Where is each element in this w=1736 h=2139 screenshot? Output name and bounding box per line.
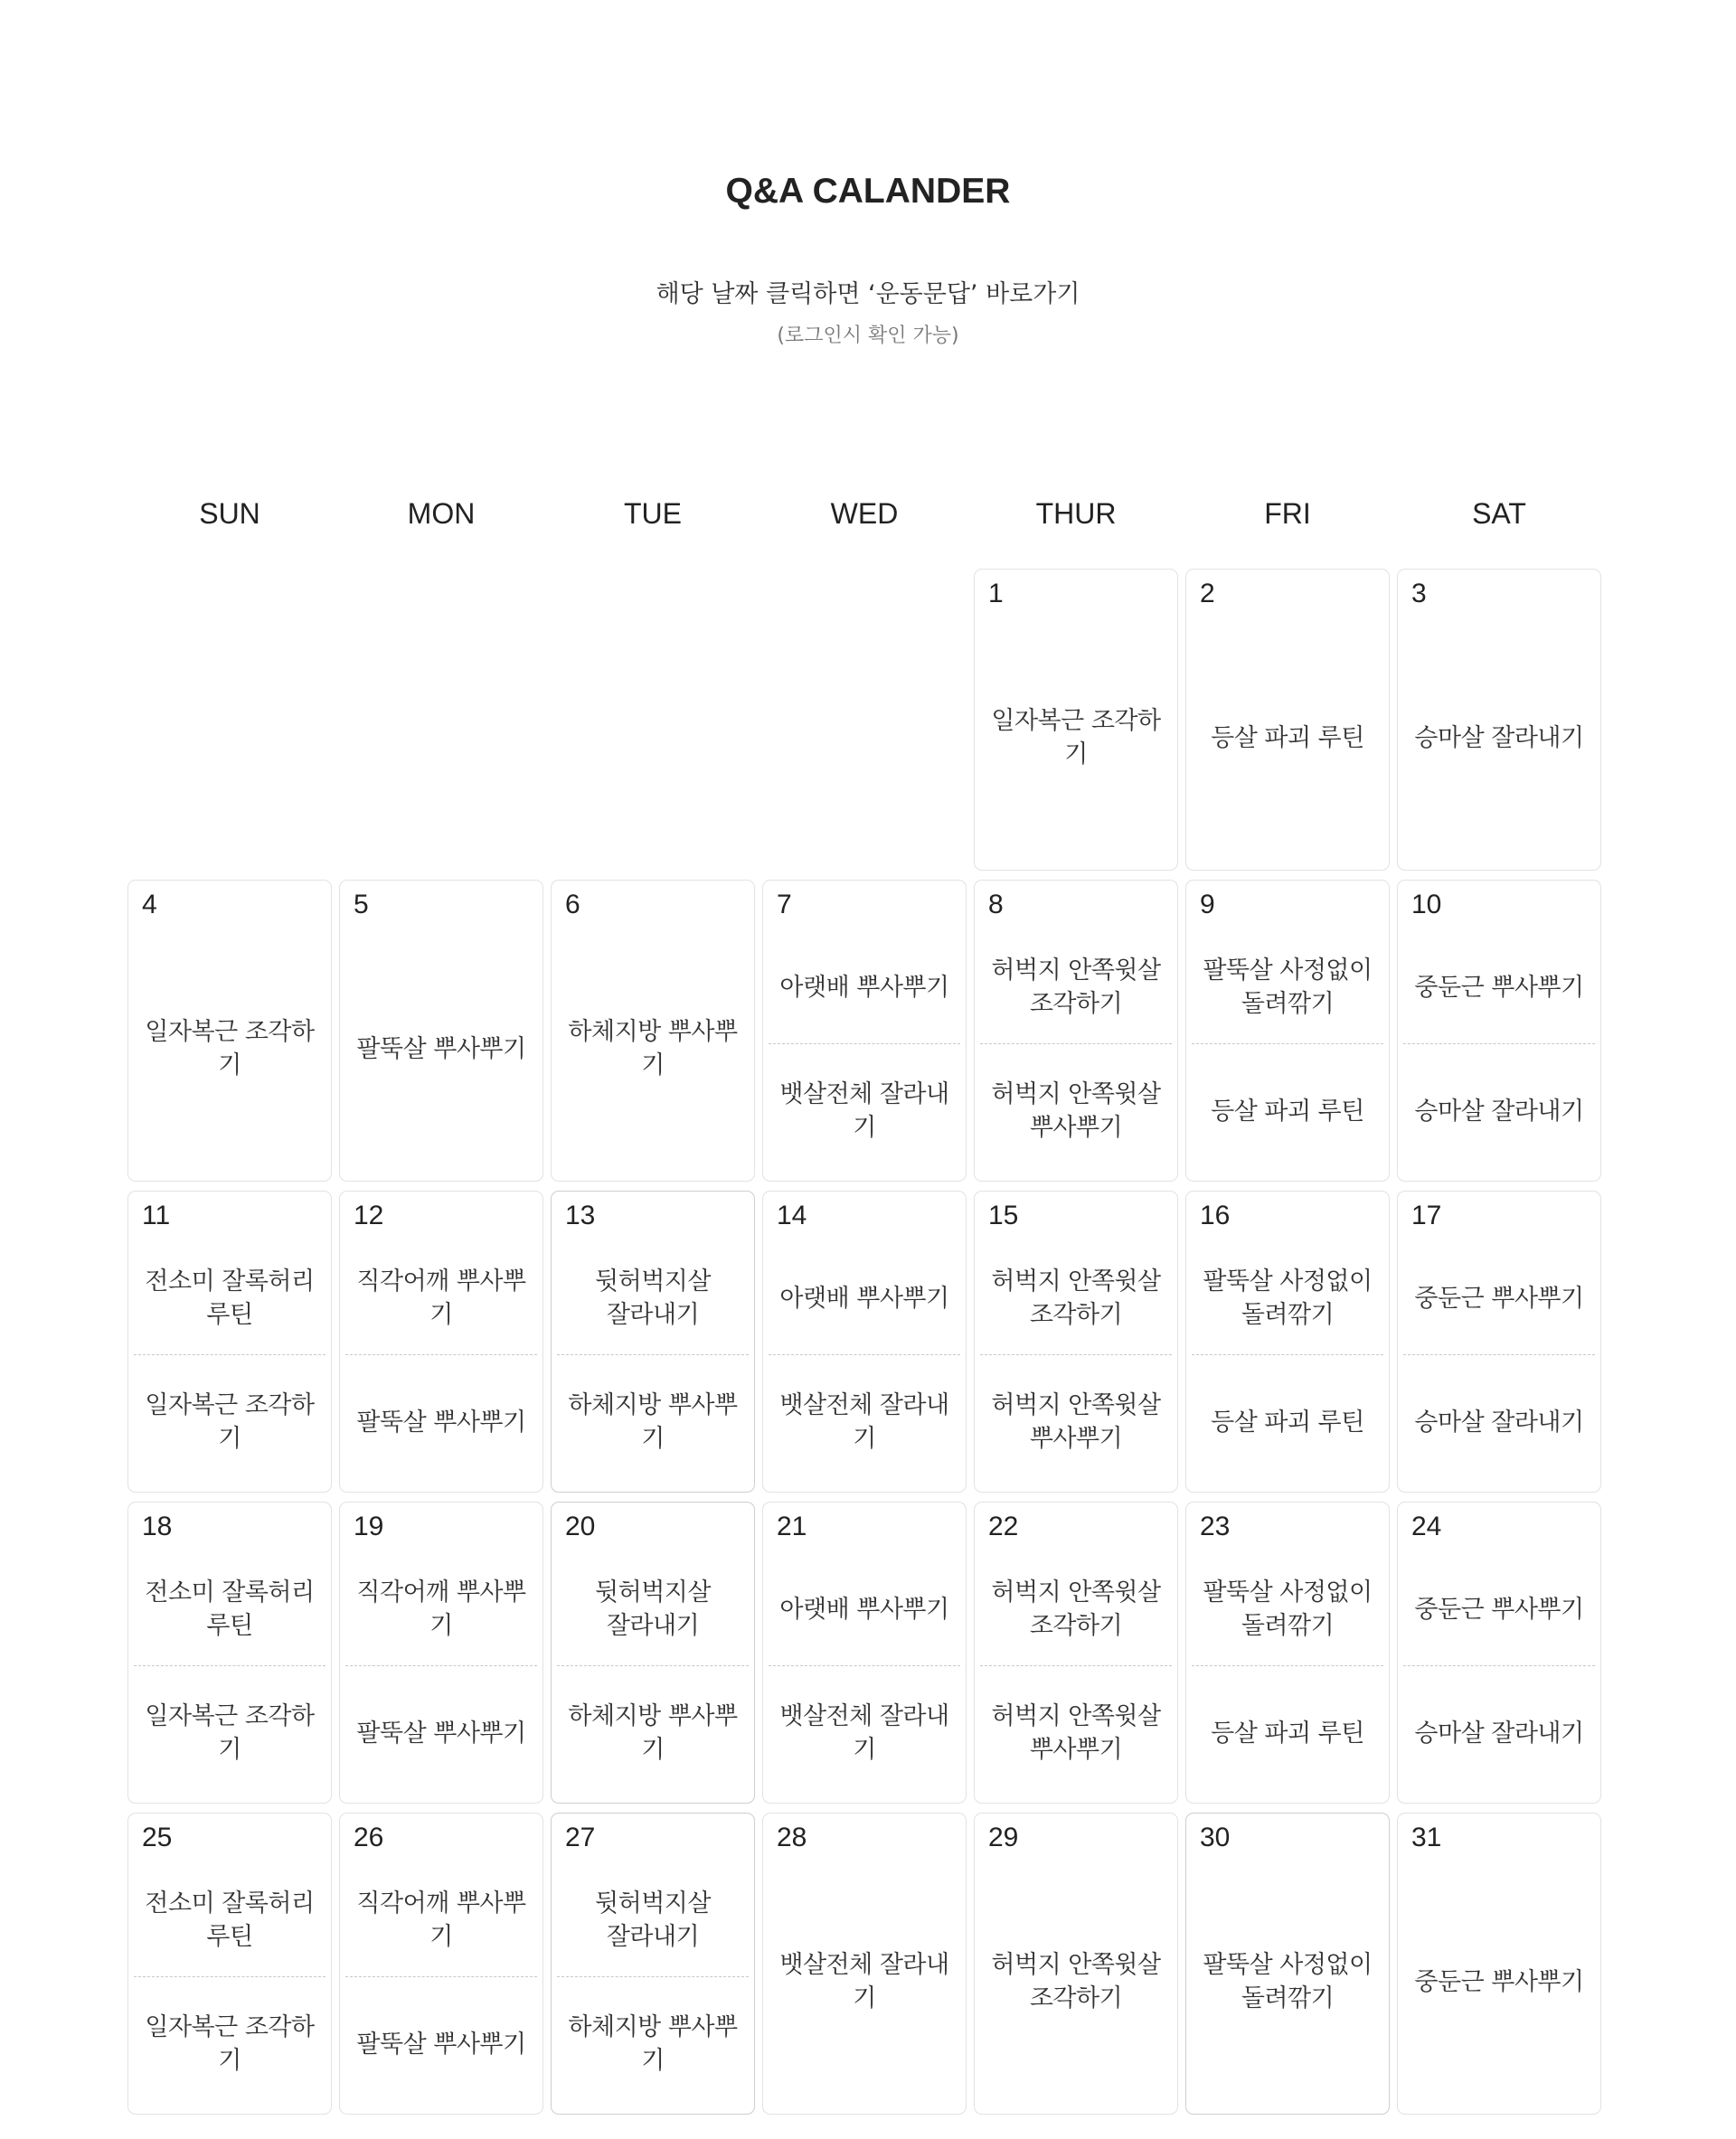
day-number: 24 (1411, 1512, 1442, 1541)
routine-slot-top (134, 1864, 326, 1976)
day-number: 4 (142, 890, 157, 919)
calendar-day-10[interactable] (1397, 880, 1601, 1182)
calendar-day-31[interactable] (1397, 1813, 1601, 2115)
routine-label: 중둔근 뿌사뿌기 (1414, 973, 1584, 1002)
routine-slot (769, 1868, 960, 2096)
day-number: 21 (777, 1512, 807, 1541)
calendar-day-9[interactable] (1185, 880, 1390, 1182)
slot-divider (345, 1665, 537, 1666)
routine-slot (1403, 1868, 1595, 2096)
slot-divider (980, 1354, 1172, 1355)
day-number: 7 (777, 890, 792, 919)
slot-divider (1403, 1043, 1595, 1044)
routine-label: 승마살 잘라내기 (1414, 1097, 1584, 1126)
routine-label: 일자복근 조각하기 (145, 1018, 315, 1079)
routine-label: 하체지방 뿌사뿌기 (568, 2013, 738, 2075)
routine-slot (557, 935, 749, 1163)
weekday-mon: MON (407, 497, 476, 530)
routine-slot-top (980, 1553, 1172, 1665)
slot-divider (557, 1354, 749, 1355)
calendar-day-26[interactable] (339, 1813, 543, 2115)
routine-label: 허벅지 안쪽윗살 뿌사뿌기 (991, 1080, 1161, 1142)
day-number: 27 (565, 1823, 596, 1852)
routine-label: 일자복근 조각하기 (145, 2013, 315, 2075)
routine-label: 팔뚝살 뿌사뿌기 (356, 1408, 526, 1437)
routine-label: 직각어깨 뿌사뿌기 (356, 1578, 526, 1640)
calendar-day-25[interactable] (127, 1813, 332, 2115)
day-number: 26 (354, 1823, 384, 1852)
routine-slot-top (1192, 1242, 1383, 1354)
calendar-day-7[interactable] (762, 880, 967, 1182)
routine-label: 뱃살전체 잘라내기 (779, 1080, 949, 1142)
routine-slot-top (134, 1553, 326, 1665)
routine-slot-bottom (769, 1045, 960, 1177)
slot-divider (1403, 1354, 1595, 1355)
routine-label: 전소미 잘록허리 루틴 (145, 1889, 315, 1951)
routine-label: 직각어깨 뿌사뿌기 (356, 1889, 526, 1951)
routine-slot-top (557, 1242, 749, 1354)
routine-label: 허벅지 안쪽윗살 뿌사뿌기 (991, 1702, 1161, 1764)
day-number: 15 (988, 1201, 1019, 1230)
routine-slot-top (345, 1864, 537, 1976)
routine-label: 하체지방 뿌사뿌기 (568, 1018, 738, 1079)
slot-divider (769, 1665, 960, 1666)
routine-slot-bottom (345, 1667, 537, 1799)
routine-slot-bottom (345, 1356, 537, 1488)
routine-label: 승마살 잘라내기 (1414, 723, 1584, 752)
slot-divider (557, 1665, 749, 1666)
slot-divider (980, 1043, 1172, 1044)
routine-label: 허벅지 안쪽윗살 조각하기 (991, 956, 1161, 1018)
slot-divider (769, 1043, 960, 1044)
routine-slot-bottom (557, 1356, 749, 1488)
routine-label: 팔뚝살 사정없이 돌려깎기 (1203, 1578, 1373, 1640)
calendar-day-1[interactable] (974, 569, 1178, 871)
calendar-day-13[interactable] (551, 1191, 755, 1493)
routine-slot-bottom (980, 1667, 1172, 1799)
routine-slot-bottom (134, 1667, 326, 1799)
routine-slot-bottom (1403, 1045, 1595, 1177)
routine-slot-top (1403, 1553, 1595, 1665)
calendar-day-5[interactable] (339, 880, 543, 1182)
calendar-day-12[interactable] (339, 1191, 543, 1493)
day-number: 18 (142, 1512, 173, 1541)
calendar-day-29[interactable] (974, 1813, 1178, 2115)
calendar-day-4[interactable] (127, 880, 332, 1182)
slot-divider (1403, 1665, 1595, 1666)
routine-slot (1192, 1868, 1383, 2096)
routine-slot (134, 935, 326, 1163)
slot-divider (134, 1665, 326, 1666)
routine-label: 팔뚝살 뿌사뿌기 (356, 1034, 526, 1063)
routine-label: 뒷허벅지살 잘라내기 (595, 1889, 711, 1951)
calendar-day-30[interactable] (1185, 1813, 1390, 2115)
routine-slot-top (345, 1553, 537, 1665)
weekday-wed: WED (830, 497, 899, 530)
routine-label: 아랫배 뿌사뿌기 (779, 973, 949, 1002)
slot-divider (345, 1976, 537, 1977)
day-number: 31 (1411, 1823, 1442, 1852)
day-number: 19 (354, 1512, 384, 1541)
routine-slot-bottom (557, 1667, 749, 1799)
routine-slot-top (1192, 1553, 1383, 1665)
day-number: 16 (1200, 1201, 1231, 1230)
day-number: 14 (777, 1201, 807, 1230)
day-number: 10 (1411, 890, 1442, 919)
routine-label: 하체지방 뿌사뿌기 (568, 1702, 738, 1764)
routine-slot-bottom (1192, 1356, 1383, 1488)
page-subtitle: 해당 날짜 클릭하면 ‘운동문답’ 바로가기 (656, 280, 1080, 308)
slot-divider (980, 1665, 1172, 1666)
routine-label: 등살 파괴 루틴 (1211, 1097, 1364, 1126)
calendar-day-2[interactable] (1185, 569, 1390, 871)
day-number: 6 (565, 890, 580, 919)
day-number: 12 (354, 1201, 384, 1230)
day-number: 17 (1411, 1201, 1442, 1230)
calendar-day-21[interactable] (762, 1502, 967, 1804)
routine-label: 중둔근 뿌사뿌기 (1414, 1967, 1584, 1996)
day-number: 1 (988, 579, 1004, 608)
routine-slot-top (769, 931, 960, 1043)
routine-slot-top (345, 1242, 537, 1354)
routine-label: 하체지방 뿌사뿌기 (568, 1391, 738, 1453)
routine-label: 승마살 잘라내기 (1414, 1408, 1584, 1437)
routine-slot-bottom (980, 1356, 1172, 1488)
weekday-fri: FRI (1264, 497, 1311, 530)
routine-slot-top (1192, 931, 1383, 1043)
routine-label: 뱃살전체 잘라내기 (779, 1702, 949, 1764)
calendar-day-27[interactable] (551, 1813, 755, 2115)
routine-slot-bottom (769, 1667, 960, 1799)
slot-divider (557, 1976, 749, 1977)
calendar-day-6[interactable] (551, 880, 755, 1182)
day-number: 13 (565, 1201, 596, 1230)
day-number: 3 (1411, 579, 1427, 608)
slot-divider (769, 1354, 960, 1355)
routine-label: 허벅지 안쪽윗살 조각하기 (991, 1267, 1161, 1329)
routine-label: 뒷허벅지살 잘라내기 (595, 1267, 711, 1329)
day-number: 11 (142, 1201, 171, 1230)
routine-label: 팔뚝살 사정없이 돌려깎기 (1203, 1951, 1373, 2012)
weekday-thur: THUR (1035, 497, 1117, 530)
routine-label: 허벅지 안쪽윗살 뿌사뿌기 (991, 1391, 1161, 1453)
calendar-day-11[interactable] (127, 1191, 332, 1493)
day-number: 2 (1200, 579, 1215, 608)
calendar-day-18[interactable] (127, 1502, 332, 1804)
routine-slot-bottom (769, 1356, 960, 1488)
routine-label: 등살 파괴 루틴 (1211, 723, 1364, 752)
slot-divider (1192, 1354, 1383, 1355)
routine-label: 허벅지 안쪽윗살 조각하기 (991, 1951, 1161, 2012)
calendar-day-14[interactable] (762, 1191, 967, 1493)
calendar-day-28[interactable] (762, 1813, 967, 2115)
routine-label: 전소미 잘록허리 루틴 (145, 1578, 315, 1640)
routine-label: 뱃살전체 잘라내기 (779, 1951, 949, 2012)
day-number: 23 (1200, 1512, 1231, 1541)
routine-slot-top (769, 1553, 960, 1665)
routine-label: 아랫배 뿌사뿌기 (779, 1595, 949, 1624)
login-note: (로그인시 확인 가능) (777, 325, 959, 347)
day-number: 9 (1200, 890, 1215, 919)
routine-slot-top (980, 931, 1172, 1043)
routine-slot-bottom (345, 1978, 537, 2110)
routine-slot-bottom (1192, 1045, 1383, 1177)
routine-label: 일자복근 조각하기 (145, 1702, 315, 1764)
routine-label: 중둔근 뿌사뿌기 (1414, 1595, 1584, 1624)
calendar-day-24[interactable] (1397, 1502, 1601, 1804)
routine-label: 팔뚝살 뿌사뿌기 (356, 2030, 526, 2059)
routine-slot-top (134, 1242, 326, 1354)
routine-slot (980, 1868, 1172, 2096)
routine-slot (1192, 624, 1383, 852)
routine-slot-bottom (134, 1978, 326, 2110)
slot-divider (134, 1354, 326, 1355)
calendar-day-17[interactable] (1397, 1191, 1601, 1493)
routine-label: 등살 파괴 루틴 (1211, 1719, 1364, 1748)
routine-slot-top (1403, 1242, 1595, 1354)
routine-label: 일자복근 조각하기 (145, 1391, 315, 1453)
calendar-day-3[interactable] (1397, 569, 1601, 871)
routine-slot-bottom (1403, 1667, 1595, 1799)
routine-slot-bottom (134, 1356, 326, 1488)
calendar-day-15[interactable] (974, 1191, 1178, 1493)
day-number: 30 (1200, 1823, 1231, 1852)
routine-slot-bottom (980, 1045, 1172, 1177)
routine-label: 팔뚝살 사정없이 돌려깎기 (1203, 956, 1373, 1018)
weekday-sat: SAT (1472, 497, 1526, 530)
routine-label: 뒷허벅지살 잘라내기 (595, 1578, 711, 1640)
page-title: Q&A CALANDER (725, 172, 1011, 211)
routine-label: 직각어깨 뿌사뿌기 (356, 1267, 526, 1329)
routine-slot (1403, 624, 1595, 852)
calendar-day-22[interactable] (974, 1502, 1178, 1804)
routine-label: 허벅지 안쪽윗살 조각하기 (991, 1578, 1161, 1640)
routine-slot-bottom (557, 1978, 749, 2110)
slot-divider (345, 1354, 537, 1355)
calendar-day-23[interactable] (1185, 1502, 1390, 1804)
routine-slot-top (557, 1864, 749, 1976)
routine-label: 팔뚝살 뿌사뿌기 (356, 1719, 526, 1748)
routine-label: 등살 파괴 루틴 (1211, 1408, 1364, 1437)
day-number: 29 (988, 1823, 1019, 1852)
routine-label: 중둔근 뿌사뿌기 (1414, 1284, 1584, 1313)
day-number: 5 (354, 890, 369, 919)
weekday-tue: TUE (624, 497, 682, 530)
day-number: 8 (988, 890, 1004, 919)
routine-slot-top (980, 1242, 1172, 1354)
routine-slot-top (769, 1242, 960, 1354)
routine-slot-top (1403, 931, 1595, 1043)
slot-divider (134, 1976, 326, 1977)
routine-label: 승마살 잘라내기 (1414, 1719, 1584, 1748)
routine-label: 아랫배 뿌사뿌기 (779, 1284, 949, 1313)
routine-label: 전소미 잘록허리 루틴 (145, 1267, 315, 1329)
routine-slot-top (557, 1553, 749, 1665)
routine-label: 일자복근 조각하기 (991, 707, 1161, 768)
calendar-day-16[interactable] (1185, 1191, 1390, 1493)
day-number: 20 (565, 1512, 596, 1541)
routine-slot (980, 624, 1172, 852)
day-number: 28 (777, 1823, 807, 1852)
routine-label: 뱃살전체 잘라내기 (779, 1391, 949, 1453)
routine-slot-bottom (1192, 1667, 1383, 1799)
calendar-day-19[interactable] (339, 1502, 543, 1804)
slot-divider (1192, 1665, 1383, 1666)
calendar-day-8[interactable] (974, 880, 1178, 1182)
slot-divider (1192, 1043, 1383, 1044)
routine-label: 팔뚝살 사정없이 돌려깎기 (1203, 1267, 1373, 1329)
day-number: 25 (142, 1823, 173, 1852)
routine-slot-bottom (1403, 1356, 1595, 1488)
weekday-sun: SUN (199, 497, 260, 530)
calendar-day-20[interactable] (551, 1502, 755, 1804)
routine-slot (345, 935, 537, 1163)
day-number: 22 (988, 1512, 1019, 1541)
